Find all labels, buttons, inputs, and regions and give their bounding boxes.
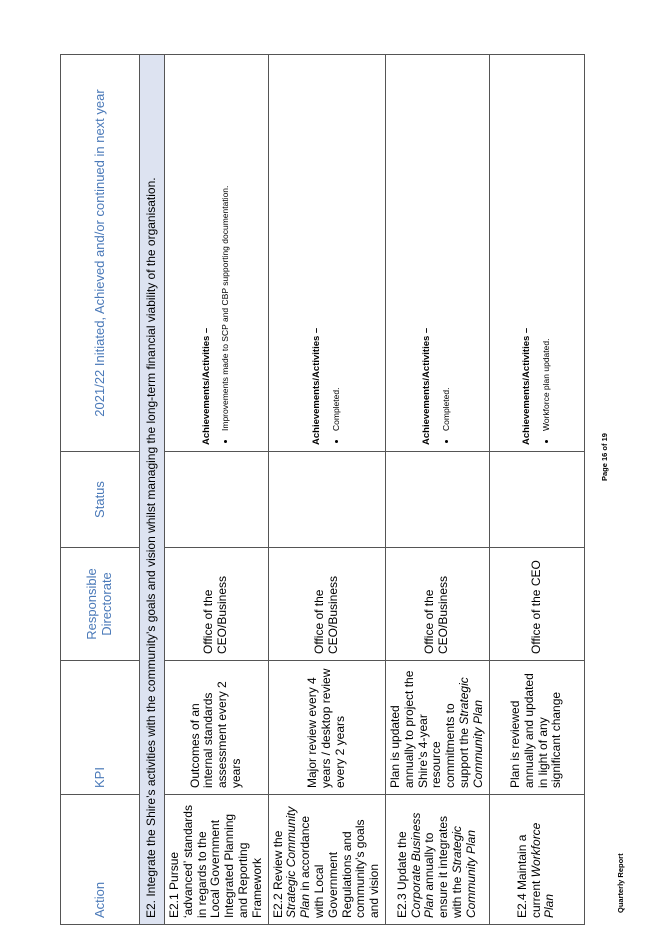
action-text: E2.1 Pursue ‘advanced’ standards in regards to the Local Government Integrated Planning and Reporting Framework bbox=[167, 805, 264, 918]
table-row bbox=[268, 55, 385, 925]
action-cell bbox=[489, 795, 584, 925]
table-row bbox=[165, 55, 269, 925]
table-row bbox=[489, 55, 584, 925]
header-progress: 2021/22 Initiated, Achieved and/or continued in next year bbox=[61, 55, 140, 452]
responsible-cell: Office of the CEO/Business bbox=[165, 548, 269, 661]
list-item: • Workforce plan updated. bbox=[541, 61, 552, 431]
list-item: • Completed. bbox=[441, 61, 452, 431]
action-text: in accordance with Local Government Regulations and community’s goals and vision bbox=[298, 815, 382, 918]
responsible-cell: Office of the CEO bbox=[489, 548, 584, 661]
kpi-cell: Major review every 4 years / desktop review every 2 years bbox=[268, 661, 385, 795]
header-kpi: KPI bbox=[61, 661, 140, 795]
action-cell bbox=[165, 795, 269, 925]
status-cell bbox=[489, 452, 584, 548]
progress-cell bbox=[385, 55, 489, 452]
status-cell bbox=[385, 452, 489, 548]
progress-cell bbox=[165, 55, 269, 452]
header-action: Action bbox=[61, 795, 140, 925]
responsible-cell: Office of the CEO/Business bbox=[268, 548, 385, 661]
action-emphasis: Workforce Plan bbox=[528, 822, 557, 918]
action-text: E2.2 Review the bbox=[270, 830, 285, 918]
achievements-list bbox=[441, 61, 452, 445]
kpi-cell bbox=[385, 661, 489, 795]
kpi-cell: Outcomes of an internal standards assessment every 2 years bbox=[165, 661, 269, 795]
list-item: • Improvements made to SCP and CBP supporting documentation. bbox=[220, 61, 231, 431]
footer-report-name: Quarterly Report bbox=[616, 853, 625, 913]
list-item: • Completed. bbox=[331, 61, 342, 431]
kpi-text: Plan is updated annually to project the Shire’s 4-year resource commitments to support the bbox=[387, 670, 471, 788]
table-row bbox=[385, 55, 489, 925]
achievements-title: Achievements/Activities – bbox=[520, 327, 532, 445]
action-cell bbox=[385, 795, 489, 925]
footer-page-number: Page 16 of 19 bbox=[600, 433, 609, 481]
status-cell bbox=[165, 452, 269, 548]
achievements-list bbox=[541, 61, 552, 445]
action-text: annually to ensure it integrates with the bbox=[422, 815, 465, 918]
action-text: E2.3 Update the bbox=[394, 831, 409, 918]
action-emphasis: Corporate Business Plan bbox=[408, 812, 437, 918]
header-responsible: Responsible Directorate bbox=[61, 548, 140, 661]
achievements-list bbox=[220, 61, 231, 445]
action-emphasis: Strategic Community Plan bbox=[284, 806, 313, 918]
achievements-title: Achievements/Activities – bbox=[310, 327, 322, 445]
kpi-table bbox=[60, 54, 585, 925]
header-status: Status bbox=[61, 452, 140, 548]
header-row bbox=[61, 55, 140, 925]
kpi-emphasis: Strategic Community Plan bbox=[456, 677, 485, 788]
progress-cell bbox=[489, 55, 584, 452]
achievements-title: Achievements/Activities – bbox=[200, 327, 212, 445]
section-row bbox=[140, 55, 165, 925]
responsible-cell: Office of the CEO/Business bbox=[385, 548, 489, 661]
achievements-list bbox=[331, 61, 342, 445]
achievements-title: Achievements/Activities – bbox=[421, 327, 433, 445]
progress-cell bbox=[268, 55, 385, 452]
action-emphasis: Strategic Community Plan bbox=[450, 825, 478, 918]
section-title: E2. Integrate the Shire’s activities with the community’s goals and vision whilst managing the long-term financial viability of the organisation. bbox=[140, 55, 165, 925]
action-cell bbox=[268, 795, 385, 925]
status-cell bbox=[268, 452, 385, 548]
kpi-cell: Plan is reviewed annually and updated in light of any significant change bbox=[489, 661, 584, 795]
action-text: E2.4 Maintain a current bbox=[514, 834, 543, 918]
